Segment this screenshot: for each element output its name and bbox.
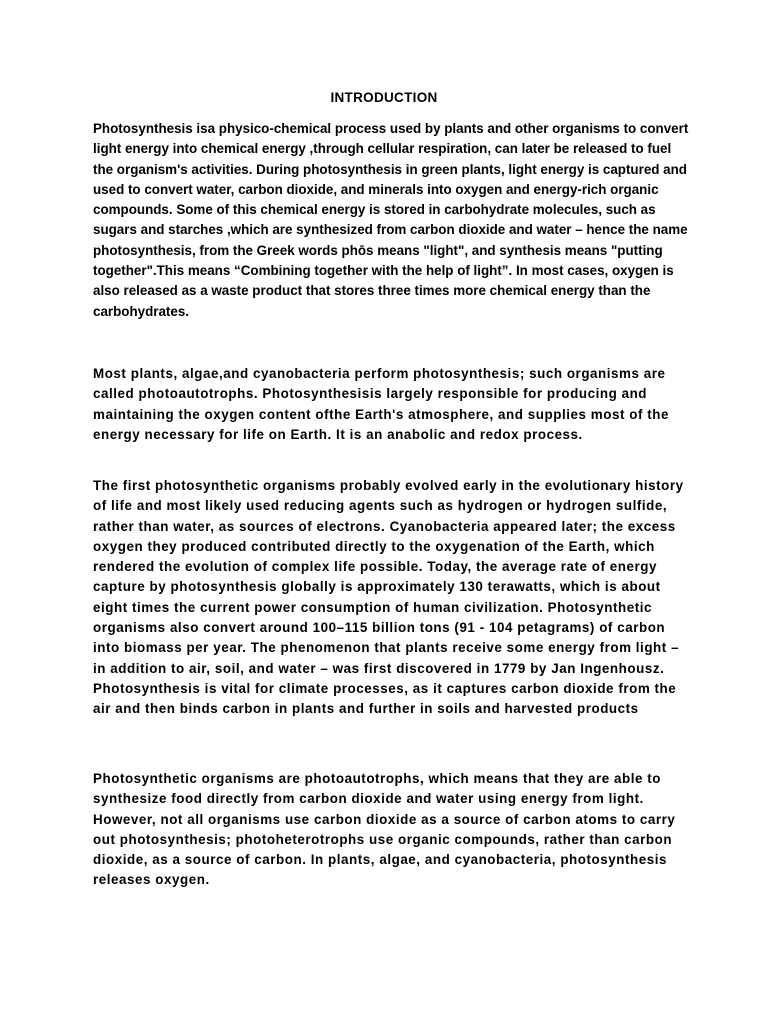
paragraph-carbon-sources: Photosynthetic organisms are photoautotrophs, which means that they are able to synthesize food directly from carbon dioxide and water using energy from light. However, not all organisms use carbon dioxide as a source of carbon atoms to carry out photosynthesis; photoheterotrophs use organic compounds, rather than carbon dioxide, as a source of carbon. In plants, algae, and cyanobacteria, photosynthesis releases oxygen.	[93, 771, 676, 888]
paragraph-photoautotrophs: Most plants, algae,and cyanobacteria perform photosynthesis; such organisms are called photoautotrophs. Photosynthesisis largely responsible for producing and maintaining the oxygen content ofthe Earth's atmosphere, and supplies most of the energy necessary for life on Earth. It is an anabolic and redox process.	[93, 366, 669, 442]
paragraph-intro: Photosynthesis isa physico-chemical process used by plants and other organisms to convert light energy into chemical energy ,through cellular respiration, can later be released to fuel the organism's activities. During photosynthesis in green plants, light energy is captured and used to convert water, carbon dioxide, and minerals into oxygen and energy-rich organic compounds. Some of this chemical energy is stored in carbohydrate molecules, such as sugars and starches ,which are synthesized from carbon dioxide and water – hence the name photosynthesis, from the Greek words phōs means "light", and synthesis means "putting together".This means “Combining together with the help of light”. In most cases, oxygen is also released as a waste product that stores three times more chemical energy than the carbohydrates.	[93, 121, 689, 319]
page-title: INTRODUCTION	[330, 90, 438, 105]
paragraph-history: The first photosynthetic organisms probably evolved early in the evolutionary history of life and most likely used reducing agents such as hydrogen or hydrogen sulfide, rather than water, as sources of electrons. Cyanobacteria appeared later; the excess oxygen they produced contributed directly to the oxygenation of the Earth, which rendered the evolution of complex life possible. Today, the average rate of energy capture by photosynthesis globally is approximately 130 terawatts, which is about eight times the current power consumption of human civilization. Photosynthetic organisms also convert around 100–115 billion tons (91 - 104 petagrams) of carbon into biomass per year. The phenomenon that plants receive some energy from light – in addition to air, soil, and water – was first discovered in 1779 by Jan Ingenhousz. Photosynthesis is vital for climate processes, as it captures carbon dioxide from the air and then binds carbon in plants and further in soils and harvested products	[93, 478, 684, 717]
